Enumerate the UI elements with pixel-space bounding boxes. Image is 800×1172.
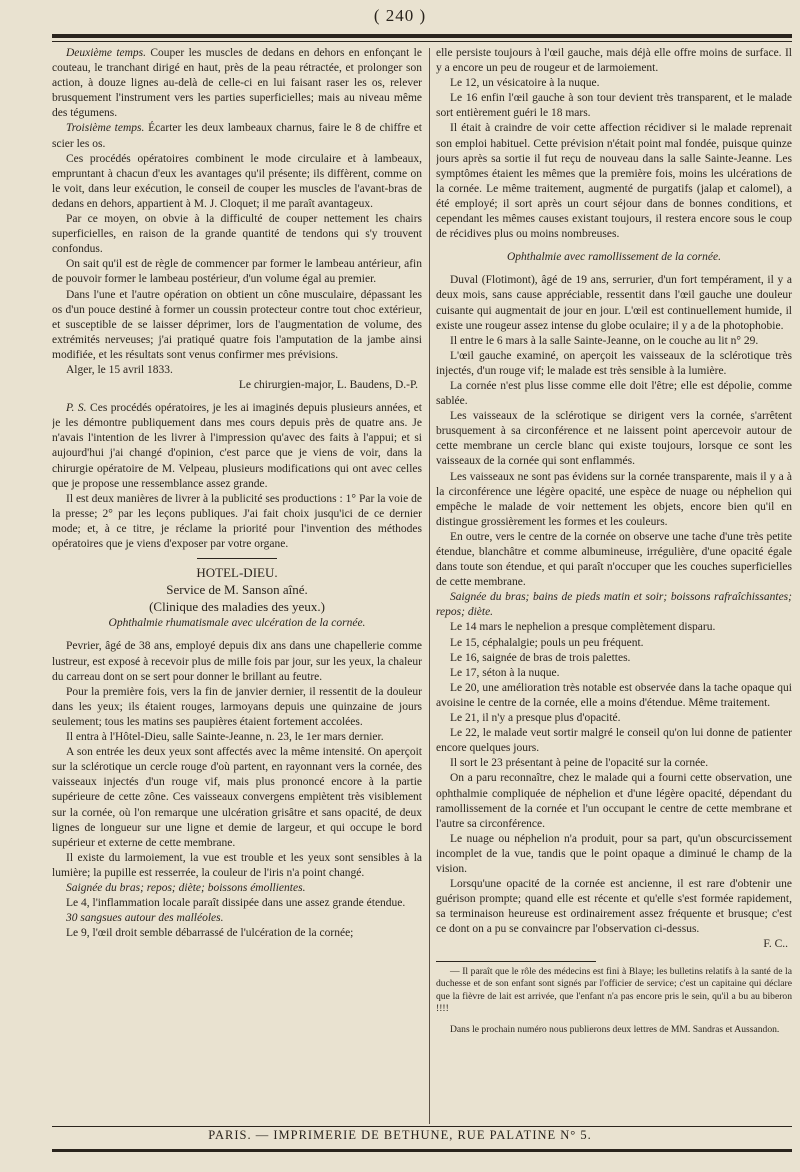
paragraph: Par ce moyen, on obvie à la difficulté de couper nettement les chairs superficielles, en raison de la grande quantité de tendons qui s'y trouvent confondus. bbox=[52, 213, 422, 256]
paragraph: Le 21, il n'y a presque plus d'opacité. bbox=[450, 712, 621, 725]
spacer bbox=[436, 242, 792, 250]
paragraph: Le 16 enfin l'œil gauche à son tour devient très transparent, et le malade sort entièrement guéri le 18 mars. bbox=[436, 92, 792, 120]
spacer bbox=[436, 265, 792, 273]
dateline: Alger, le 15 avril 1833. bbox=[66, 363, 173, 376]
paragraph: Le 9, l'œil droit semble débarrassé de l'ulcération de la cornée; bbox=[66, 927, 354, 940]
paragraph: A son entrée les deux yeux sont affectés avec la même intensité. On aperçoit sur la sclérotique un cercle rouge d'où partent, en rayonnant vers la cornée, des vaisseaux injectés d'un rouge vif, mais plus prononcé encore à la partie supérieure de cette zône. Ces vaisseaux convergens empiètent très visiblement sur la cornée, où l'on remarque une ulcération grisâtre et sans opacité, de deux lignes de longueur sur une ligne et demie de largeur, et qui occupe le bord supérieur et externe de cette membrane. bbox=[52, 746, 422, 849]
spacer bbox=[52, 393, 422, 401]
paragraph: On a paru reconnaître, chez le malade qui a fourni cette observation, une ophthalmie compliquée de néphelion et d'une légère opacité, dépendant du ramollissement de la cornée et l'un occupant le centre de cette membrane et l'autre sa circonférence. bbox=[436, 772, 792, 830]
paragraph: elle persiste toujours à l'œil gauche, mais déjà elle offre moins de surface. Il y a encore un peu de rougeur et de larmoiement. bbox=[436, 47, 792, 75]
paragraph: Le 22, le malade veut sortir malgré le conseil qu'on lui donne de patienter encore quelques jours. bbox=[436, 727, 792, 755]
section-rule bbox=[197, 558, 277, 559]
paragraph: On sait qu'il est de règle de commencer par former le lambeau antérieur, afin de pouvoir former le lambeau postérieur, d'un volume égal au premier. bbox=[52, 258, 422, 286]
footnote-rule bbox=[436, 961, 596, 962]
paragraph: Lorsqu'une opacité de la cornée est ancienne, il est rare d'obtenir une guérison prompte; quand elle est récente et qu'elle s'est formée rapidement, sa terminaison heureuse est ordinairement assez fréquente et brusque; c'est ce dont on a pu se convaincre par l'observation ci-dessus. bbox=[436, 878, 792, 936]
paragraph: Le 12, un vésicatoire à la nuque. bbox=[450, 77, 600, 90]
paragraph: Il entre le 6 mars à la salle Sainte-Jeanne, on le couche au lit n° 29. bbox=[450, 334, 759, 347]
paragraph: Il entra à l'Hôtel-Dieu, salle Sainte-Jeanne, n. 23, le 1er mars dernier. bbox=[66, 731, 384, 744]
treatment: Saignée du bras; bains de pieds matin et soir; boissons rafraîchissantes; repos; diète. bbox=[436, 591, 792, 619]
footnote: — Il paraît que le rôle des médecins est fini à Blaye; les bulletins relatifs à la santé de la duchesse et de son enfant sont signés par l'officier de service; c'est un capitaine qui déclare que la fièvre de lait est arrivée, que l'enfant n'a pas encore pris le sein, qu'il a bu au biberon !!!! bbox=[436, 965, 792, 1015]
case-title: Ophthalmie rhumatismale avec ulcération de la cornée. bbox=[108, 617, 366, 630]
paragraph: Pour la première fois, vers la fin de janvier dernier, il ressentit de la douleur dans les yeux; ils étaient rouges, larmoyans depuis une quinzaine de jours seulement; tous les matins ses paupières étaient fortement accolées. bbox=[52, 685, 422, 728]
footnote: Dans le prochain numéro nous publierons deux lettres de MM. Sandras et Aussandon. bbox=[450, 1023, 780, 1035]
paragraph: Le 14 mars le nephelion a presque complètement disparu. bbox=[450, 621, 716, 634]
right-column bbox=[436, 46, 792, 1122]
treatment: 30 sangsues autour des malléoles. bbox=[66, 912, 224, 925]
paragraph: Duval (Flotimont), âgé de 19 ans, serrurier, d'un fort tempérament, il y a deux mois, sans cause appréciable, ressentit dans l'œil gauche une douleur cuisante qui augmentait de jour en jour. L'œil est continuellement humide, il existe une rougeur assez intense du globe oculaire; il y a de la photophobie. bbox=[436, 274, 792, 332]
footer-rule bbox=[52, 1126, 792, 1127]
case-title: Ophthalmie avec ramollissement de la cornée. bbox=[507, 251, 721, 264]
paragraph: Pevrier, âgé de 38 ans, employé depuis dix ans dans une chapellerie comme lustreur, est exposé à recevoir plus de mille fois par jour, sur les yeux, la chaleur du carreau dont on se sert pour donner le brillant au feutre. bbox=[52, 640, 422, 683]
paragraph: Les vaisseaux ne sont pas évidens sur la cornée transparente, mais il y a à la circonférence une légère opacité, une espèce de nuage ou néphelion qui empêche le malade de voir nettement les objets, encore bien qu'il en distingue grossièrement les formes et les couleurs. bbox=[436, 470, 792, 528]
paragraph: Les vaisseaux de la sclérotique se dirigent vers la cornée, s'arrêtent brusquement à sa circonférence et ne laissent point apercevoir autour de cette membrane un cercle blanc qui existe toujours, lorsque ce sont les vaisseaux de la cornée qui sont enflammés. bbox=[436, 410, 792, 468]
service-heading: Service de M. Sanson aîné. bbox=[166, 582, 308, 598]
paragraph: Dans l'une et l'autre opération on obtient un cône musculaire, dépassant les os d'un pouce destiné à former un coussin protecteur contre tout choc extérieur, et susceptible de se laisser déprimer, lors de l'augmentation de volume, des extrémités nerveuses; j'ai pratiqué quatre fois l'amputation de la jambe ainsi modifiée, et les résultats sont venus confirmer mes prévisions. bbox=[52, 288, 422, 361]
paragraph: Le 17, séton à la nuque. bbox=[450, 666, 560, 679]
paragraph bbox=[52, 46, 422, 121]
spacer bbox=[52, 631, 422, 639]
header-rule bbox=[52, 34, 792, 38]
hospital-heading: HOTEL-DIEU. bbox=[196, 565, 278, 581]
paragraph: L'œil gauche examiné, on aperçoit les vaisseaux de la sclérotique très injectés, d'un rouge vif; le malade est très sensible à la lumière. bbox=[436, 349, 792, 377]
signature: Le chirurgien-major, L. Baudens, D.-P. bbox=[238, 379, 418, 392]
signature: F. C.. bbox=[763, 938, 788, 951]
paragraph: La cornée n'est plus lisse comme elle doit l'être; elle est dépolie, comme sablée. bbox=[436, 379, 792, 408]
paragraph: Le nuage ou néphelion n'a produit, pour sa part, qu'un obscurcissement incomplet de la vue, tandis que le point opaque a diminué le champ de la vision. bbox=[436, 832, 792, 875]
label-deuxieme-temps: Deuxième temps. bbox=[66, 47, 147, 59]
text: Couper les muscles de dedans en dehors en enfonçant le couteau, le tranchant dirigé en haut, près de la peau rétractée, et prolonger son action, à douze lignes au-delà de celle-ci en lui faisant raser les os, relever brusquement l'instrument vers les parties superficielles; mais au niveau même des tégumens. bbox=[52, 47, 422, 120]
paragraph: Il sort le 23 présentant à peine de l'opacité sur la cornée. bbox=[450, 757, 709, 770]
paragraph: Le 15, céphalalgie; pouls un peu fréquent. bbox=[450, 636, 644, 649]
paragraph: Le 4, l'inflammation locale paraît dissipée dans une assez grande étendue. bbox=[66, 897, 406, 910]
footer-rule-thick bbox=[52, 1149, 792, 1152]
column-divider bbox=[429, 48, 430, 1124]
header-rule-thin bbox=[52, 41, 792, 42]
text: Ces procédés opératoires, je les ai imaginés depuis plusieurs années, et je les démontre publiquement dans mes cours depuis près de quatre ans. Je n'avais l'intention de les livrer à l'impression qu'avec des faits à l'appui; et si aujourd'hui j'ai changé d'opinion, c'est parce que je viens de voir, dans la chirurgie opératoire de M. Velpeau, plusieurs modifications qui ont avec celles que je propose une ressemblance assez grande. bbox=[52, 402, 422, 490]
paragraph: Ces procédés opératoires combinent le mode circulaire et à lambeaux, empruntant à chacun d'eux les avantages qu'il présente; ils diffèrent, comme on le voit, dans leur exécution, le conseil de couper les muscles de l'avant-bras de dedans en dehors, appartient à M. J. Cloquet; il me paraît avantageux. bbox=[52, 152, 422, 210]
treatment: Saignée du bras; repos; diète; boissons émollientes. bbox=[66, 881, 306, 894]
paragraph: Le 16, saignée de bras de trois palettes. bbox=[450, 651, 631, 664]
left-column bbox=[52, 46, 422, 1122]
clinic-heading: (Clinique des maladies des yeux.) bbox=[149, 599, 325, 615]
ps-label: P. S. bbox=[66, 402, 87, 415]
imprint: PARIS. — IMPRIMERIE DE BETHUNE, RUE PALATINE N° 5. bbox=[208, 1128, 592, 1142]
spacer bbox=[436, 1016, 792, 1024]
text: Écarter les deux lambeaux charnus, faire le 8 de chiffre et scier les os. bbox=[52, 122, 422, 150]
paragraph bbox=[52, 121, 422, 151]
paragraph: Il était à craindre de voir cette affection récidiver si le malade reprenait son emploi habituel. Cette prévision n'était point mal fondée, puisque quinze jours après sa sortie il fut reçu de nouveau dans la salle Sainte-Jeanne. Les symptômes étaient les mêmes que la première fois, moins les ulcérations de la cornée. Le même traitement, augmenté de purgatifs (jalap et calomel), a été employé; il sort après un court séjour dans de bonnes conditions, et cependant les mêmes causes existant toujours, il restera encore sous le coup de récidives plus ou moins nombreuses. bbox=[436, 122, 792, 241]
paragraph: Il existe du larmoiement, la vue est trouble et les yeux sont sensibles à la lumière; la pupille est resserrée, la couleur de l'iris n'a point changé. bbox=[52, 851, 422, 879]
label-troisieme-temps: Troisième temps. bbox=[66, 122, 145, 135]
postscript bbox=[52, 401, 422, 492]
paragraph: Il est deux manières de livrer à la publicité ses productions : 1° Par la voie de la presse; 2° par les leçons publiques. J'ai fait choix jusqu'ici de ce dernier mode; et, à ce titre, je réclame la priorité pour l'invention des méthodes opératoires que je viens d'exposer par votre organe. bbox=[52, 492, 422, 550]
paragraph: Le 20, une amélioration très notable est observée dans la tache opaque qui avoisine le centre de la cornée, elle a moins d'étendue. Même traitement. bbox=[436, 681, 792, 709]
paragraph: En outre, vers le centre de la cornée on observe une tache d'une très petite étendue, blanchâtre et comme albumineuse, irrégulière, d'une opacité égale dans toute son étendue, et qui paraît n'occuper que les couches superficielles de cette membrane. bbox=[436, 530, 792, 589]
page-number: ( 240 ) bbox=[373, 6, 427, 25]
